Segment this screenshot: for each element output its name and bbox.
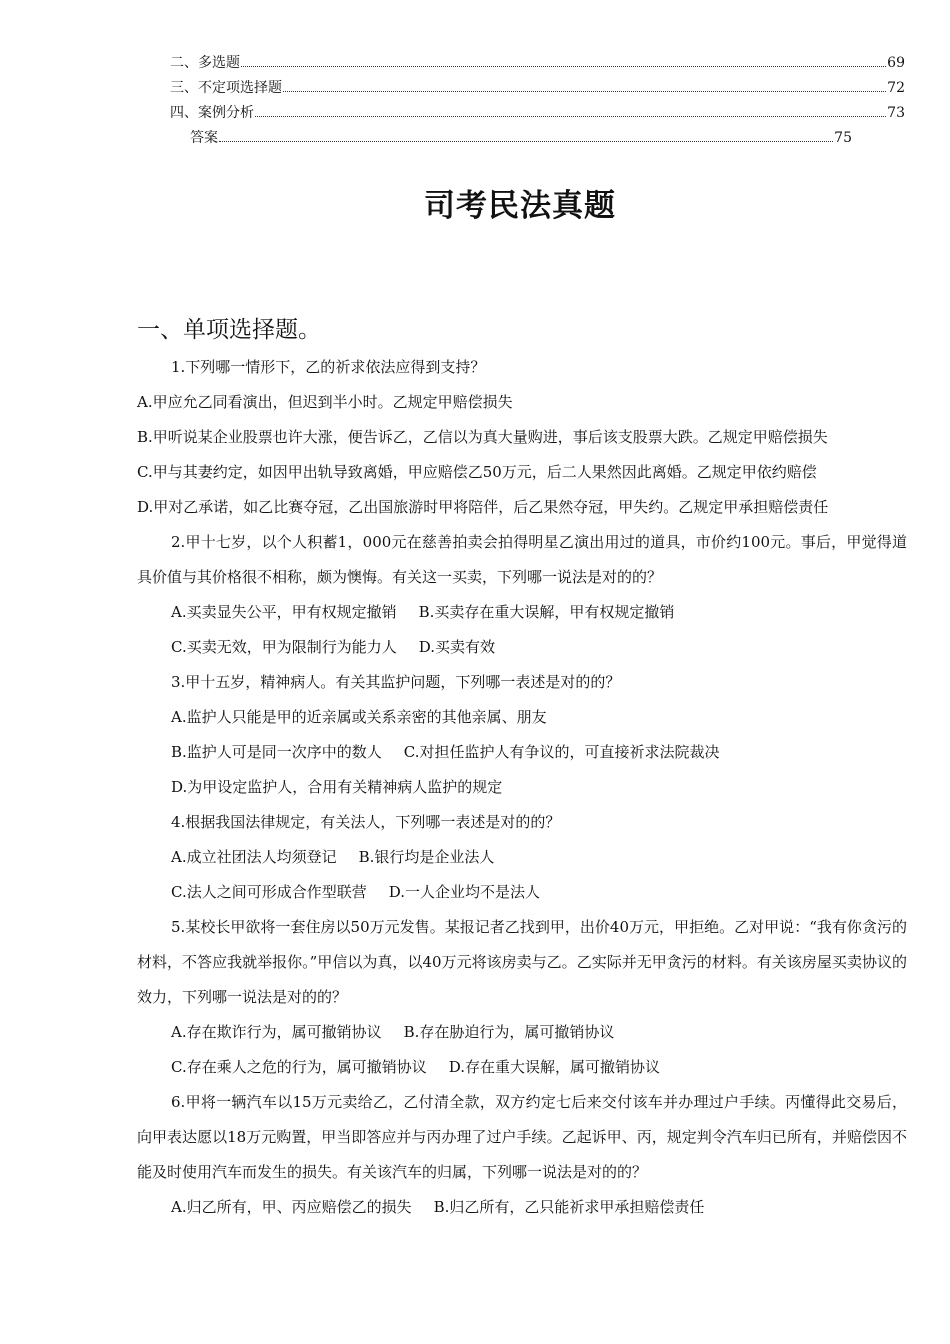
toc-page: 69: [887, 55, 905, 71]
question-2-stem: 2.甲十七岁，以个人积蓄1，000元在慈善拍卖会拍得明星乙演出用过的道具，市价约100元。事后，甲觉得道具价值与其价格很不相称，颇为懊悔。有关这一买卖，下列哪一说法是对的的？: [137, 533, 907, 586]
question-4-stem: 4.根据我国法律规定，有关法人，下列哪一表述是对的的？: [171, 813, 561, 831]
question-1-stem: 1.下列哪一情形下，乙的祈求依法应得到支持？: [171, 358, 486, 376]
toc-label: 二、多选题: [170, 55, 240, 71]
question-5-option-a: A.存在欺诈行为，属可撤销协议: [171, 1023, 382, 1041]
question-4-option-b: B.银行均是企业法人: [358, 848, 495, 866]
toc-leader-dots: [241, 53, 886, 67]
question-5-options-cd: [137, 1050, 907, 1085]
question-4-option-c: C.法人之间可形成合作型联营: [171, 883, 367, 901]
question-1-option-a: A.甲应允乙同看演出，但迟到半小时。乙规定甲赔偿损失: [137, 393, 513, 411]
toc-page: 75: [834, 130, 852, 146]
toc-leader-dots: [255, 103, 886, 117]
question-1-option-c: C.甲与其妻约定，如因甲出轨导致离婚，甲应赔偿乙50万元，后二人果然因此离婚。乙规定甲依约赔偿: [137, 463, 817, 481]
toc-label: 答案: [190, 130, 218, 146]
question-2-option-c: C.买卖无效，甲为限制行为能力人: [171, 638, 397, 656]
toc-page: 73: [887, 105, 905, 121]
question-2-options-cd: [137, 630, 907, 665]
question-2-option-d: D.买卖有效: [418, 638, 495, 656]
question-5-stem: 5.某校长甲欲将一套住房以50万元发售。某报记者乙找到甲，出价40万元，甲拒绝。乙对甲说：“我有你贪污的材料，不答应我就举报你。”甲信以为真，以40万元将该房卖与乙。乙实际并无甲贪污的材料。有关该房屋买卖协议的效力，下列哪一说法是对的的？: [137, 918, 907, 1006]
toc-entry[interactable]: [170, 78, 905, 97]
toc-leader-dots: [219, 128, 833, 142]
question-5-option-b: B.存在胁迫行为，属可撤销协议: [403, 1023, 615, 1041]
toc-leader-dots: [283, 78, 886, 92]
question-list: [137, 350, 907, 1225]
question-6-option-b: B.归乙所有，乙只能祈求甲承担赔偿责任: [433, 1198, 705, 1216]
question-1-option-b: B.甲听说某企业股票也许大涨，便告诉乙，乙信以为真大量购进，事后该支股票大跌。乙规定甲赔偿损失: [137, 428, 828, 446]
toc-label: 四、案例分析: [170, 105, 254, 121]
document-title: 司考民法真题: [424, 188, 616, 224]
question-3-options-bc: [137, 735, 907, 770]
question-6-option-a: A.归乙所有，甲、丙应赔偿乙的损失: [171, 1198, 412, 1216]
question-3-option-d: D.为甲设定监护人，合用有关精神病人监护的规定: [171, 778, 503, 796]
section-heading: 一、单项选择题。: [137, 317, 321, 343]
question-3-option-b: B.监护人可是同一次序中的数人: [171, 743, 382, 761]
question-5-option-d: D.存在重大误解，属可撤销协议: [448, 1058, 660, 1076]
question-1-option-d: D.甲对乙承诺，如乙比赛夺冠，乙出国旅游时甲将陪伴，后乙果然夺冠，甲失约。乙规定甲承担赔偿责任: [137, 498, 829, 516]
question-3-stem: 3.甲十五岁，精神病人。有关其监护问题，下列哪一表述是对的的？: [171, 673, 621, 691]
question-4-options-cd: [137, 875, 907, 910]
question-4-options-ab: [137, 840, 907, 875]
question-4-option-d: D.一人企业均不是法人: [388, 883, 540, 901]
toc-entry[interactable]: [170, 53, 905, 72]
question-2-option-b: B.买卖存在重大误解，甲有权规定撤销: [418, 603, 675, 621]
question-3-option-c: C.对担任监护人有争议的，可直接祈求法院裁决: [403, 743, 720, 761]
question-4-option-a: A.成立社团法人均须登记: [171, 848, 337, 866]
question-5-options-ab: [137, 1015, 907, 1050]
question-2-option-a: A.买卖显失公平，甲有权规定撤销: [171, 603, 397, 621]
question-6-stem: 6.甲将一辆汽车以15万元卖给乙，乙付清全款，双方约定七后来交付该车并办理过户手续。丙懂得此交易后，向甲表达愿以18万元购置，甲当即答应并与丙办理了过户手续。乙起诉甲、丙，规定判令汽车归已所有，并赔偿因不能及时使用汽车而发生的损失。有关该汽车的归属，下列哪一说法是对的的？: [137, 1093, 907, 1181]
toc-page: 72: [887, 80, 905, 96]
toc-entry[interactable]: [170, 103, 905, 122]
toc-label: 三、不定项选择题: [170, 80, 282, 96]
question-3-option-a: A.监护人只能是甲的近亲属或关系亲密的其他亲属、朋友: [171, 708, 547, 726]
toc-entry[interactable]: [190, 128, 852, 147]
question-2-options-ab: [137, 595, 907, 630]
question-5-option-c: C.存在乘人之危的行为，属可撤销协议: [171, 1058, 427, 1076]
question-6-options-ab: [137, 1190, 907, 1225]
